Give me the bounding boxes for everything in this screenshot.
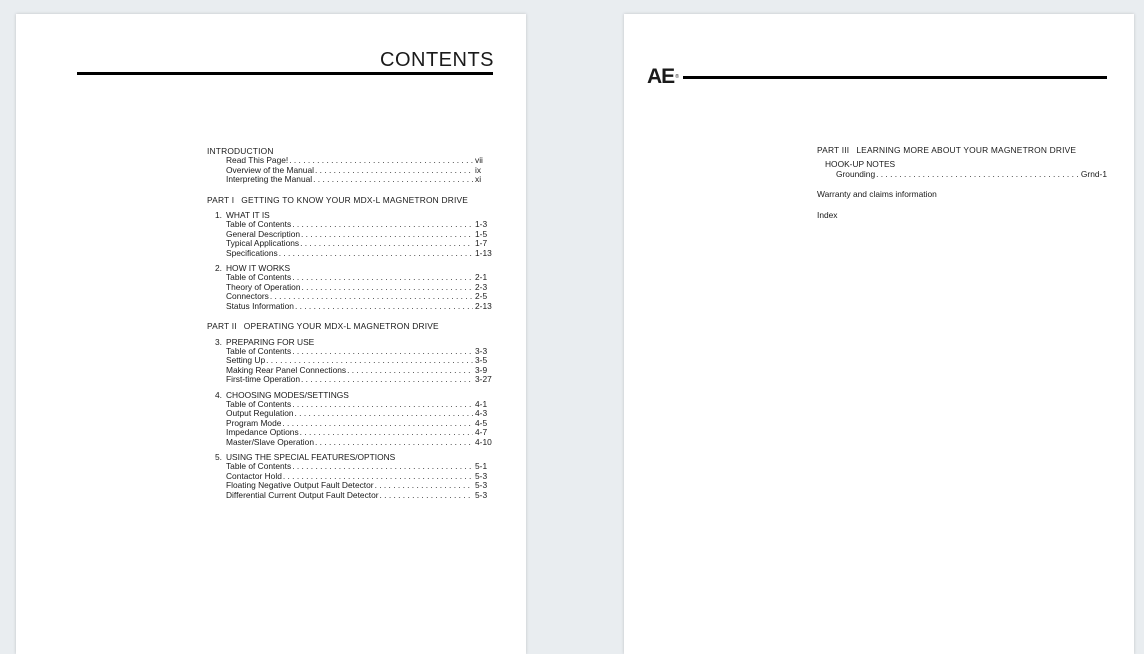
toc-part-heading: PART II OPERATING YOUR MDX-L MAGNETRON DRIVE [207,321,439,332]
toc-entry[interactable]: Table of Contents . . . 1-3 [207,220,495,229]
toc-chapter-heading: HOOK-UP NOTES [825,159,896,170]
toc-chapter-heading: 2. HOW IT WORKS [215,263,291,274]
table-of-contents [207,147,495,500]
toc-entry[interactable]: Making Rear Panel Connections . . . 3-9 [207,366,495,375]
toc-chapter-heading: 1. WHAT IT IS [215,210,270,221]
toc-entry[interactable]: Contactor Hold . . . 5-3 [207,472,495,481]
toc-entry[interactable]: Connectors . . . 2-5 [207,292,495,301]
toc-chapter-heading: 5. USING THE SPECIAL FEATURES/OPTIONS [215,451,396,462]
table-of-contents-continued [817,146,1107,220]
toc-entry[interactable]: Table of Contents . . . 4-1 [207,400,495,409]
toc-section-heading: INTRODUCTION [207,146,274,156]
toc-entry[interactable]: Table of Contents . . . 5-1 [207,462,495,471]
toc-entry[interactable]: Master/Slave Operation . . . 4-10 [207,438,495,447]
toc-entry[interactable]: Output Regulation . . . 4-3 [207,409,495,418]
page-title: CONTENTS [380,49,494,71]
toc-entry[interactable]: Interpreting the Manual . . . xi [207,175,495,184]
toc-chapter-heading: 4. CHOOSING MODES/SETTINGS [215,389,349,400]
toc-entry[interactable]: General Description . . . 1-5 [207,230,495,239]
toc-entry[interactable]: Table of Contents . . . 3-3 [207,347,495,356]
toc-entry[interactable]: Differential Current Output Fault Detector . . . 5-3 [207,491,495,500]
header-rule [683,76,1107,79]
toc-index-entry[interactable]: Index [817,209,838,220]
toc-entry[interactable]: Floating Negative Output Fault Detector . . . 5-3 [207,481,495,490]
toc-entry[interactable]: Impedance Options . . . 4-7 [207,428,495,437]
ae-logo: AE® [647,65,678,88]
toc-part-heading: PART I GETTING TO KNOW YOUR MDX-L MAGNETRON DRIVE [207,194,469,205]
toc-entry[interactable]: Setting Up . . . 3-5 [207,356,495,365]
toc-entry[interactable]: Program Mode . . . 4-5 [207,419,495,428]
toc-entry[interactable]: Status Information . . . 2-13 [207,302,495,311]
toc-chapter-heading: 3. PREPARING FOR USE [215,336,315,347]
title-rule [77,72,493,75]
toc-entry[interactable]: Table of Contents . . . 2-1 [207,273,495,282]
document-page-right [624,14,1134,654]
toc-entry[interactable]: First-time Operation . . . 3-27 [207,375,495,384]
toc-part-heading: PART III LEARNING MORE ABOUT YOUR MAGNETRON DRIVE [817,145,1077,155]
toc-entry[interactable]: Read This Page! . . . vii [207,156,495,165]
toc-entry[interactable]: Specifications . . . 1-13 [207,249,495,258]
toc-entry[interactable]: Grounding . . . Grnd-1 [817,170,1107,179]
document-page-left [16,14,526,654]
toc-entry[interactable]: Theory of Operation . . . 2-3 [207,283,495,292]
toc-entry[interactable]: Typical Applications . . . 1-7 [207,239,495,248]
toc-entry[interactable]: Overview of the Manual . . . ix [207,166,495,175]
toc-warranty-entry[interactable]: Warranty and claims information [817,189,937,200]
